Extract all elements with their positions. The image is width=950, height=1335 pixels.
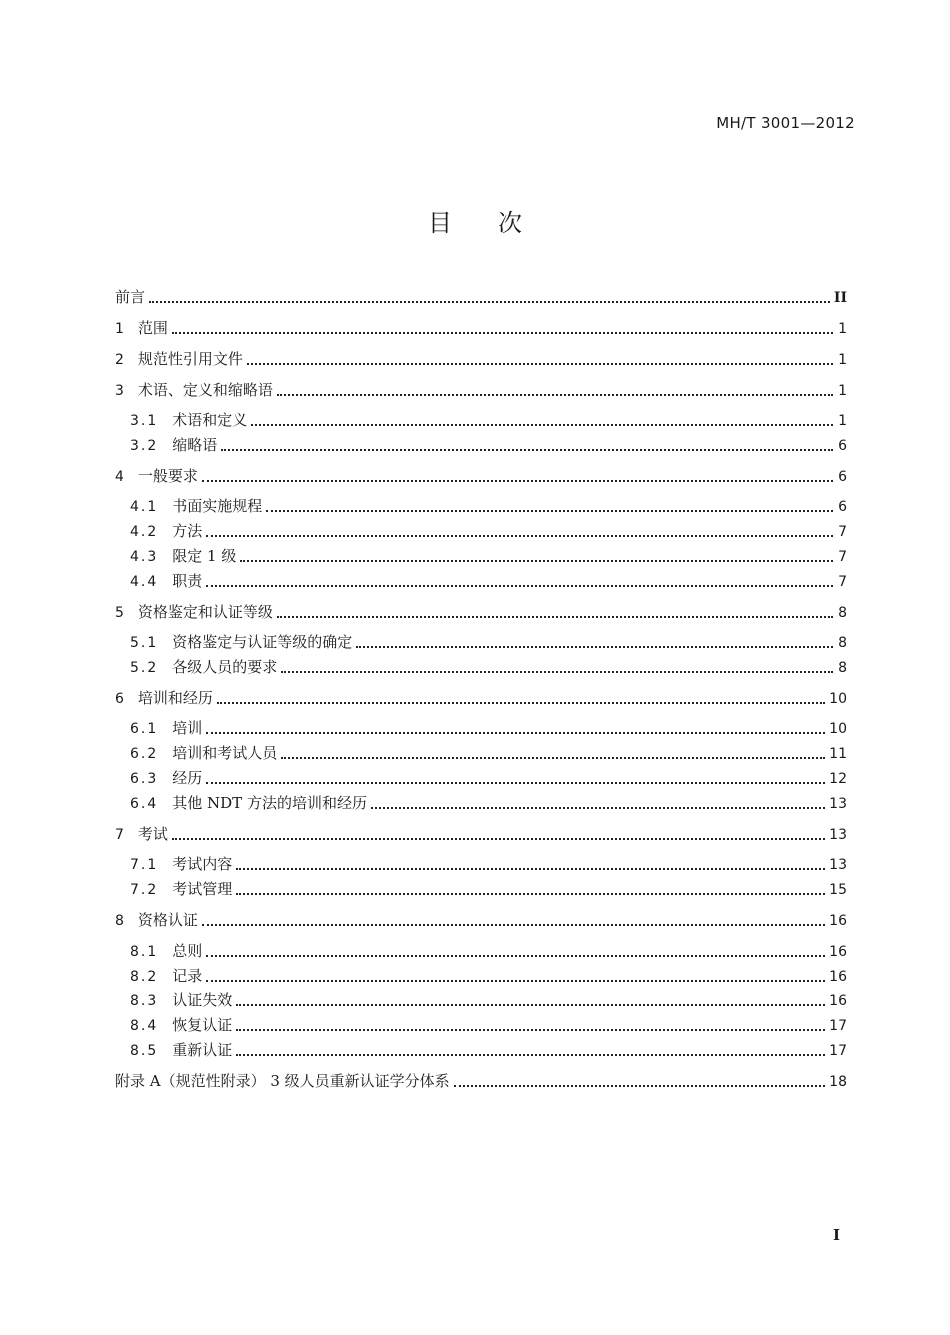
toc-entry[interactable]	[130, 1013, 847, 1037]
toc-entry-label: 一般要求	[137, 467, 198, 485]
toc-entry-label: 认证失效	[172, 991, 233, 1009]
toc-entry-number: 4.4	[130, 574, 159, 590]
toc-entry-page: 13	[829, 796, 847, 812]
dot-leader	[172, 838, 825, 840]
toc-entry-label: 培训和考试人员	[172, 744, 278, 762]
toc-entry-label: 恢复认证	[172, 1016, 233, 1034]
toc-entry-label: 资格鉴定和认证等级	[137, 603, 273, 621]
toc-entry-number: 2	[115, 352, 126, 368]
toc-entry[interactable]	[130, 544, 847, 568]
toc-entry-number: 6.2	[130, 746, 159, 762]
toc-entry-page: 18	[829, 1074, 847, 1090]
toc-entry[interactable]	[130, 494, 847, 518]
toc-entry-label: 范围	[137, 319, 168, 337]
toc-entry[interactable]	[115, 378, 847, 402]
toc-entry-page: 6	[838, 438, 847, 454]
toc-entry[interactable]	[115, 1069, 847, 1093]
toc-entry-number: 7.2	[130, 882, 159, 898]
toc-entry-page: 8	[838, 660, 847, 676]
toc-entry-label: 考试管理	[172, 880, 233, 898]
toc-entry-number: 8.1	[130, 944, 159, 960]
toc-entry-page: 11	[829, 746, 847, 762]
toc-entry-page: 13	[829, 857, 847, 873]
toc-entry-label: 总则	[172, 942, 203, 960]
dot-leader	[251, 424, 833, 426]
toc-entry[interactable]	[130, 964, 847, 988]
dot-leader	[281, 757, 825, 759]
toc-entry-label: 记录	[172, 967, 203, 985]
toc-entry-label: 书面实施规程	[172, 497, 263, 515]
toc-entry-page: 17	[829, 1018, 847, 1034]
dot-leader	[206, 535, 833, 537]
toc-entry-number: 8.3	[130, 993, 159, 1009]
toc-entry[interactable]	[130, 716, 847, 740]
dot-leader	[217, 702, 825, 704]
toc-entry[interactable]	[115, 347, 847, 371]
toc-entry[interactable]	[115, 686, 847, 710]
dot-leader	[266, 510, 833, 512]
dot-leader	[240, 560, 833, 562]
toc-entry[interactable]	[130, 630, 847, 654]
toc-entry-number: 4.2	[130, 524, 159, 540]
toc-entry-number: 4.3	[130, 549, 159, 565]
page-title: 目次	[428, 209, 568, 237]
toc-entry[interactable]	[130, 877, 847, 901]
toc-entry-number: 5.1	[130, 635, 159, 651]
toc-entry-number: 6	[115, 691, 126, 707]
dot-leader	[236, 1004, 825, 1006]
toc-entry-page: 10	[829, 691, 847, 707]
dot-leader	[172, 332, 833, 334]
toc-entry-label: 规范性引用文件	[137, 350, 243, 368]
toc-entry-number: 4	[115, 469, 126, 485]
dot-leader	[356, 646, 833, 648]
toc-entry-number: 6.4	[130, 796, 159, 812]
toc-entry-page: 7	[838, 574, 847, 590]
toc-entry-page: 1	[838, 383, 847, 399]
toc-entry-number: 8.2	[130, 969, 159, 985]
toc-entry-page: 8	[838, 605, 847, 621]
toc-entry-label: 考试内容	[172, 855, 233, 873]
toc-entry-label: 其他 NDT 方法的培训和经历	[172, 794, 367, 812]
toc-entry[interactable]	[130, 408, 847, 432]
dot-leader	[371, 807, 825, 809]
dot-leader	[221, 449, 833, 451]
dot-leader	[206, 585, 833, 587]
toc-entry-page: 16	[829, 944, 847, 960]
toc-entry-page: 13	[829, 827, 847, 843]
dot-leader	[236, 893, 825, 895]
dot-leader	[206, 955, 825, 957]
toc-entry-label: 术语和定义	[172, 411, 248, 429]
toc-entry[interactable]	[130, 766, 847, 790]
toc-entry[interactable]	[130, 569, 847, 593]
toc-entry-number: 7	[115, 827, 126, 843]
toc-entry[interactable]	[130, 519, 847, 543]
toc-entry-label: 限定 1 级	[172, 547, 237, 565]
dot-leader	[236, 868, 825, 870]
toc-entry[interactable]	[130, 1038, 847, 1062]
toc-entry-label: 经历	[172, 769, 203, 787]
dot-leader	[277, 394, 833, 396]
toc-entry[interactable]	[115, 285, 847, 309]
toc-entry-number: 8.4	[130, 1018, 159, 1034]
dot-leader	[236, 1054, 825, 1056]
toc-entry-label: 各级人员的要求	[172, 658, 278, 676]
standard-code: MH/T 3001—2012	[716, 114, 855, 132]
toc-entry-label: 术语、定义和缩略语	[137, 381, 273, 399]
toc-entry-label: 职责	[172, 572, 203, 590]
toc-entry-page: 16	[829, 913, 847, 929]
dot-leader	[236, 1029, 825, 1031]
toc-entry-page: II	[833, 290, 847, 306]
dot-leader	[206, 782, 825, 784]
dot-leader	[149, 301, 830, 303]
toc-entry[interactable]	[115, 600, 847, 624]
toc-entry-label: 附录 A（规范性附录） 3 级人员重新认证学分体系	[115, 1072, 450, 1090]
toc-entry[interactable]	[115, 316, 847, 340]
dot-leader	[202, 924, 825, 926]
toc-entry[interactable]	[130, 852, 847, 876]
dot-leader	[202, 480, 833, 482]
dot-leader	[454, 1085, 825, 1087]
toc-entry-label: 资格鉴定与认证等级的确定	[172, 633, 353, 651]
dot-leader	[206, 980, 825, 982]
toc-entry-page: 10	[829, 721, 847, 737]
toc-entry-page: 17	[829, 1043, 847, 1059]
toc-entry[interactable]	[115, 908, 847, 932]
toc-entry[interactable]	[130, 939, 847, 963]
toc-entry-number: 8	[115, 913, 126, 929]
toc-entry-page: 8	[838, 635, 847, 651]
toc-entry-page: 1	[838, 321, 847, 337]
toc-entry[interactable]	[130, 988, 847, 1012]
toc-entry-number: 4.1	[130, 499, 159, 515]
toc-entry-number: 3.2	[130, 438, 159, 454]
toc-entry[interactable]	[115, 464, 847, 488]
toc-entry[interactable]	[130, 655, 847, 679]
toc-entry-number: 3	[115, 383, 126, 399]
toc-entry-number: 7.1	[130, 857, 159, 873]
toc-entry[interactable]	[130, 433, 847, 457]
toc-entry-label: 培训和经历	[137, 689, 213, 707]
toc-entry-number: 6.3	[130, 771, 159, 787]
toc-entry-label: 缩略语	[172, 436, 218, 454]
toc-entry-label: 方法	[172, 522, 203, 540]
toc-entry-number: 8.5	[130, 1043, 159, 1059]
toc-entry-page: 1	[838, 413, 847, 429]
page-number: I	[832, 1226, 840, 1244]
toc-entry-page: 16	[829, 969, 847, 985]
toc-entry-page: 7	[838, 524, 847, 540]
toc-entry-number: 5	[115, 605, 126, 621]
toc-entry-number: 1	[115, 321, 126, 337]
toc-entry-label: 前言	[115, 288, 146, 306]
dot-leader	[277, 616, 833, 618]
toc-entry-label: 重新认证	[172, 1041, 233, 1059]
dot-leader	[281, 671, 833, 673]
toc-entry[interactable]	[130, 791, 847, 815]
dot-leader	[247, 363, 833, 365]
toc-entry-page: 16	[829, 993, 847, 1009]
dot-leader	[206, 732, 825, 734]
toc-entry[interactable]	[130, 741, 847, 765]
toc-entry[interactable]	[115, 822, 847, 846]
toc-entry-page: 1	[838, 352, 847, 368]
toc-entry-label: 培训	[172, 719, 203, 737]
toc-entry-label: 资格认证	[137, 911, 198, 929]
toc-entry-page: 6	[838, 499, 847, 515]
toc-entry-number: 5.2	[130, 660, 159, 676]
toc-entry-number: 6.1	[130, 721, 159, 737]
toc-entry-page: 15	[829, 882, 847, 898]
toc-entry-page: 12	[829, 771, 847, 787]
toc-entry-page: 7	[838, 549, 847, 565]
toc-entry-label: 考试	[137, 825, 168, 843]
toc-entry-page: 6	[838, 469, 847, 485]
toc-entry-number: 3.1	[130, 413, 159, 429]
